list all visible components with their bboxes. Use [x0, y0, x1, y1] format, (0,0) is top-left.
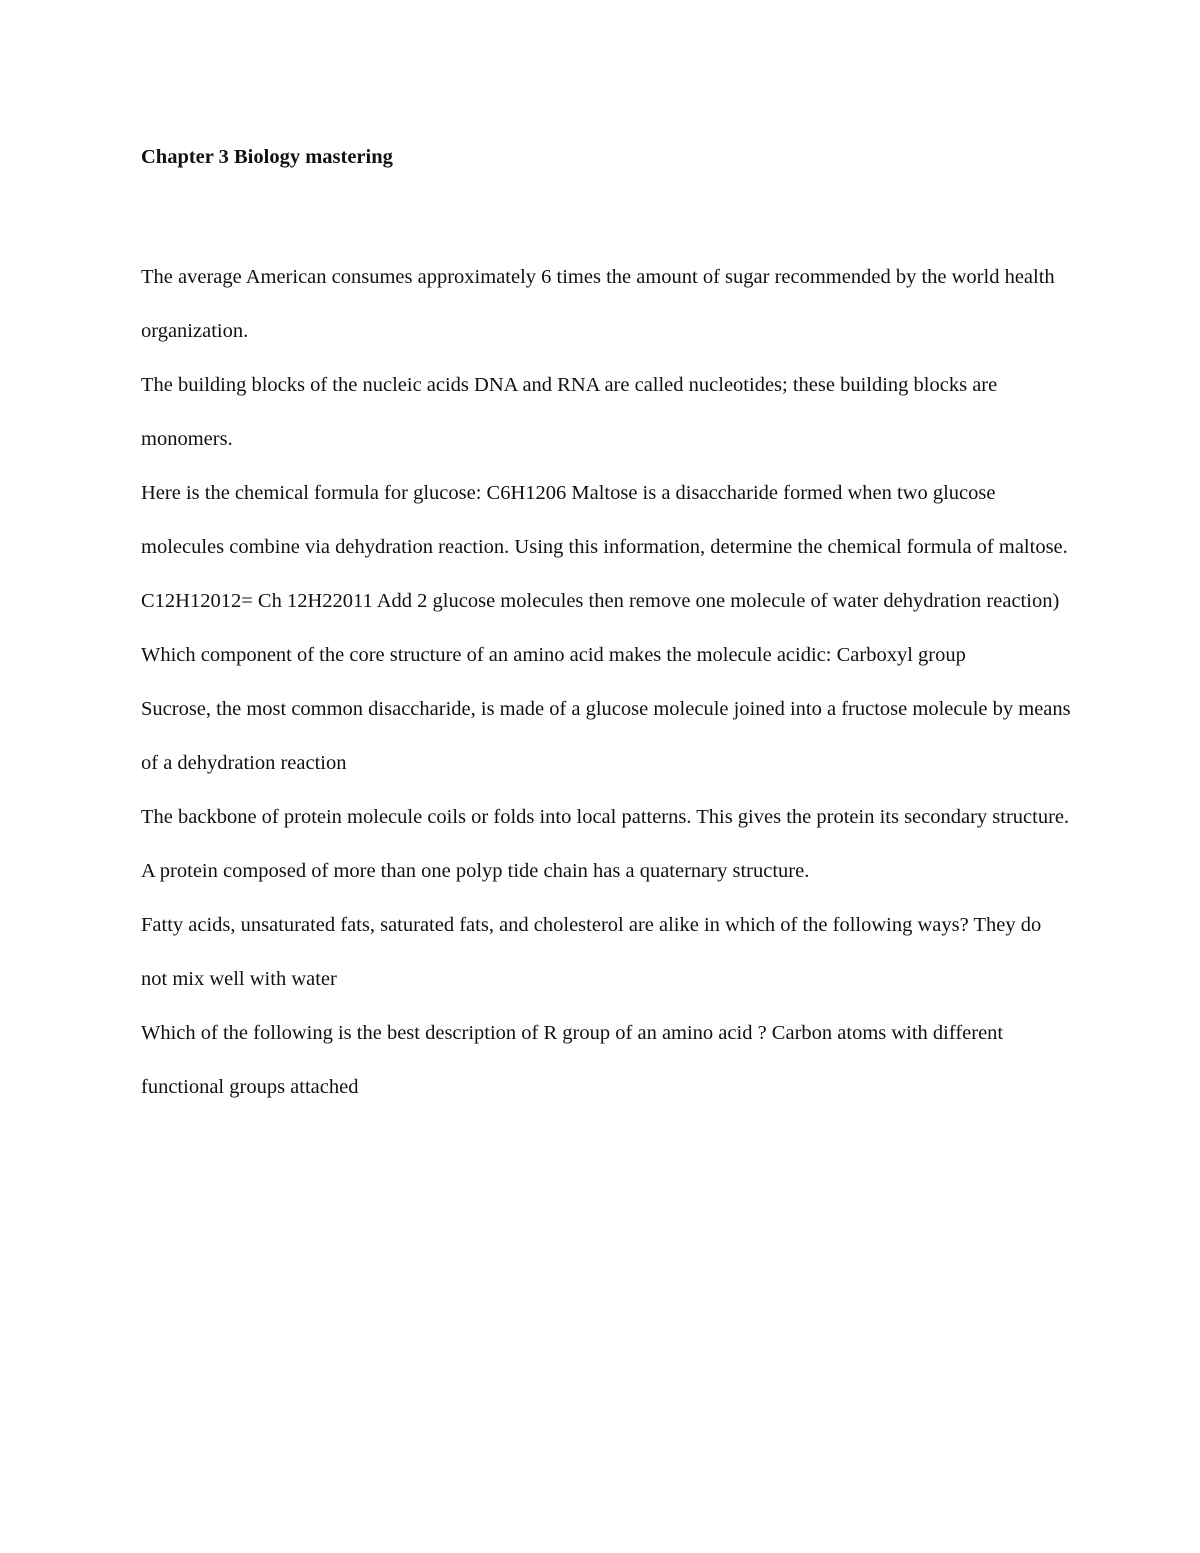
paragraph-lipids: Fatty acids, unsaturated fats, saturated fats, and cholesterol are alike in which of the following ways? They do not mix well with water	[141, 914, 1042, 990]
document-title: Chapter 3 Biology mastering	[141, 146, 393, 168]
paragraph-sugar-consumption: The average American consumes approximately 6 times the amount of sugar recommended by the world health organization.	[141, 266, 1055, 342]
paragraph-amino-acid-acidic: Which component of the core structure of an amino acid makes the molecule acidic: Carboxyl group	[141, 644, 966, 666]
paragraph-glucose-maltose: Here is the chemical formula for glucose: C6H1206 Maltose is a disaccharide formed when two glucose molecules combine via dehydration reaction. Using this information, determine the chemical formula of maltose.	[141, 482, 1068, 558]
paragraph-sucrose: Sucrose, the most common disaccharide, is made of a glucose molecule joined into a fructose molecule by means of a dehydration reaction	[141, 698, 1071, 774]
document-content	[141, 142, 1071, 1114]
paragraph-maltose-formula: C12H12012= Ch 12H22011 Add 2 glucose molecules then remove one molecule of water dehydration reaction)	[141, 590, 1060, 612]
paragraph-nucleotides: The building blocks of the nucleic acids DNA and RNA are called nucleotides; these building blocks are monomers.	[141, 374, 998, 450]
paragraph-r-group: Which of the following is the best description of R group of an amino acid ? Carbon atoms with different functional groups attached	[141, 1022, 1004, 1098]
document-body	[141, 250, 1071, 1114]
paragraph-protein-structure: The backbone of protein molecule coils or folds into local patterns. This gives the protein its secondary structure. A protein composed of more than one polyp tide chain has a quaternary structure.	[141, 806, 1070, 882]
